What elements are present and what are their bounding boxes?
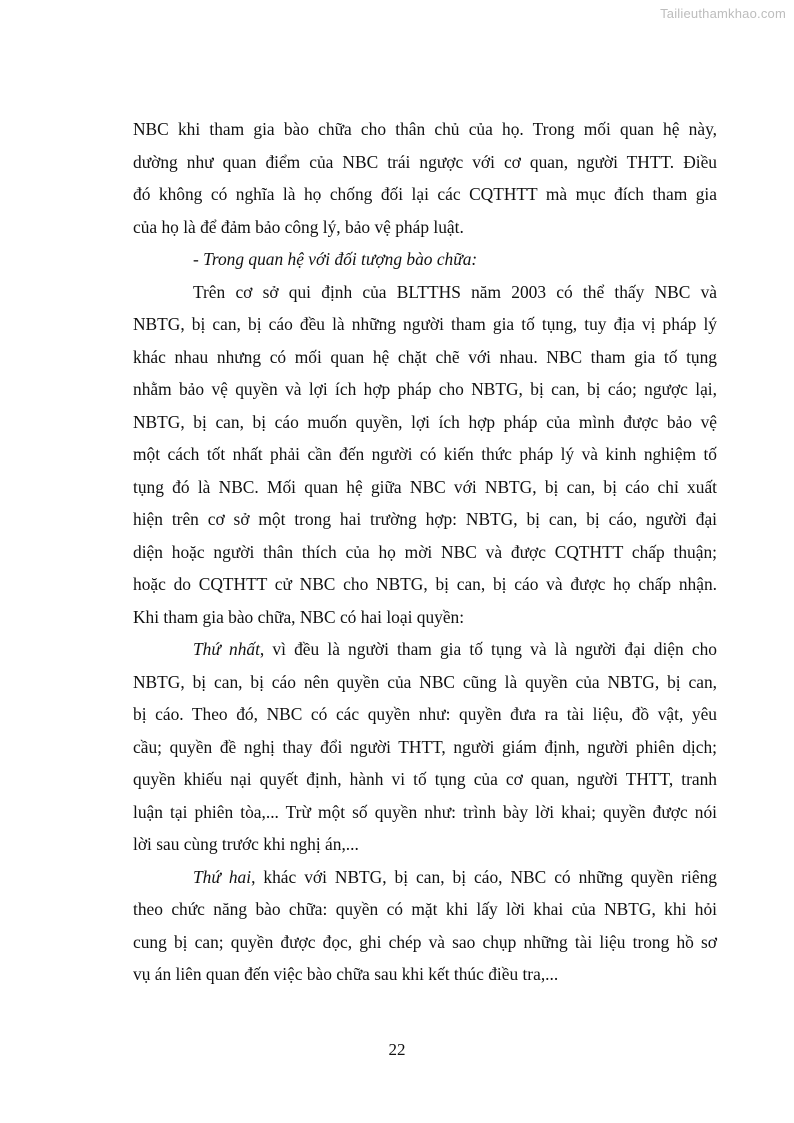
paragraph-3 — [133, 633, 717, 861]
paragraph-line: đó không có nghĩa là họ chống đối lại các CQTHTT mà mục đích tham gia — [133, 184, 717, 204]
paragraph-line: của họ là để đảm bảo công lý, bảo vệ pháp luật. — [133, 216, 464, 237]
paragraph-line: bị cáo. Theo đó, NBC có các quyền như: quyền đưa ra tài liệu, đồ vật, yêu — [133, 704, 717, 724]
paragraph-line: hiện trên cơ sở một trong hai trường hợp: NBTG, bị can, bị cáo, người đại — [133, 509, 717, 529]
paragraph-line: Khi tham gia bào chữa, NBC có hai loại quyền: — [133, 606, 465, 627]
paragraph-line: diện hoặc người thân thích của họ mời NBC và được CQTHTT chấp thuận; — [133, 541, 717, 562]
paragraph-1 — [133, 113, 717, 243]
paragraph-line: quyền khiếu nại quyết định, hành vi tố tụng của cơ quan, người THTT, tranh — [133, 769, 717, 789]
document-body — [133, 113, 717, 991]
paragraph-line: NBTG, bị can, bị cáo muốn quyền, lợi ích hợp pháp của mình được bảo vệ — [133, 411, 717, 432]
paragraph-line: vụ án liên quan đến việc bào chữa sau khi kết thúc điều tra,... — [133, 964, 559, 984]
emphasis-lead: Thứ hai — [193, 866, 252, 887]
paragraph-line: một cách tốt nhất phải cần đến người có kiến thức pháp lý và kinh nghiệm tố — [133, 444, 717, 464]
paragraph-line: NBTG, bị can, bị cáo đều là những người tham gia tố tụng, tuy địa vị pháp lý — [133, 314, 717, 334]
paragraph-2 — [133, 276, 717, 634]
paragraph-line: luận tại phiên tòa,... Trừ một số quyền như: trình bày lời khai; quyền được nói — [133, 801, 717, 822]
paragraph-line: hoặc do CQTHTT cử NBC cho NBTG, bị can, bị cáo và được họ chấp nhận. — [133, 574, 717, 594]
paragraph-line: theo chức năng bào chữa: quyền có mặt khi lấy lời khai của NBTG, khi hỏi — [133, 899, 717, 919]
paragraph-line: NBTG, bị can, bị cáo nên quyền của NBC cũng là quyền của NBTG, bị can, — [133, 671, 717, 692]
paragraph-4 — [133, 861, 717, 991]
paragraph-line: Trên cơ sở qui định của BLTTHS năm 2003 có thể thấy NBC và — [193, 281, 717, 302]
paragraph-line: cung bị can; quyền được đọc, ghi chép và sao chụp những tài liệu trong hồ sơ — [133, 931, 717, 952]
paragraph-line: NBC khi tham gia bào chữa cho thân chủ của họ. Trong mối quan hệ này, — [133, 119, 717, 139]
paragraph-line: dường như quan điểm của NBC trái ngược với cơ quan, người THTT. Điều — [133, 151, 717, 172]
watermark-text: Tailieuthamkhao.com — [660, 6, 786, 21]
line-rest: , khác với NBTG, bị can, bị cáo, NBC có những quyền riêng — [251, 866, 717, 887]
paragraph-line — [133, 861, 717, 894]
paragraph-line: cầu; quyền đề nghị thay đổi người THTT, người giám định, người phiên dịch; — [133, 736, 717, 757]
paragraph-line: nhằm bảo vệ quyền và lợi ích hợp pháp cho NBTG, bị can, bị cáo; ngược lại, — [133, 379, 717, 399]
paragraph-line: khác nhau nhưng có mối quan hệ chặt chẽ với nhau. NBC tham gia tố tụng — [133, 346, 717, 367]
line-rest: , vì đều là người tham gia tố tụng và là người đại diện cho — [259, 639, 717, 659]
paragraph-line: tụng đó là NBC. Mối quan hệ giữa NBC với NBTG, bị can, bị cáo chỉ xuất — [133, 476, 717, 497]
section-heading: - Trong quan hệ với đối tượng bào chữa: — [193, 249, 478, 269]
paragraph-line: lời sau cùng trước khi nghị án,... — [133, 834, 359, 854]
page-number: 22 — [388, 1040, 406, 1059]
emphasis-lead: Thứ nhất — [193, 639, 260, 659]
paragraph-line — [133, 633, 717, 666]
